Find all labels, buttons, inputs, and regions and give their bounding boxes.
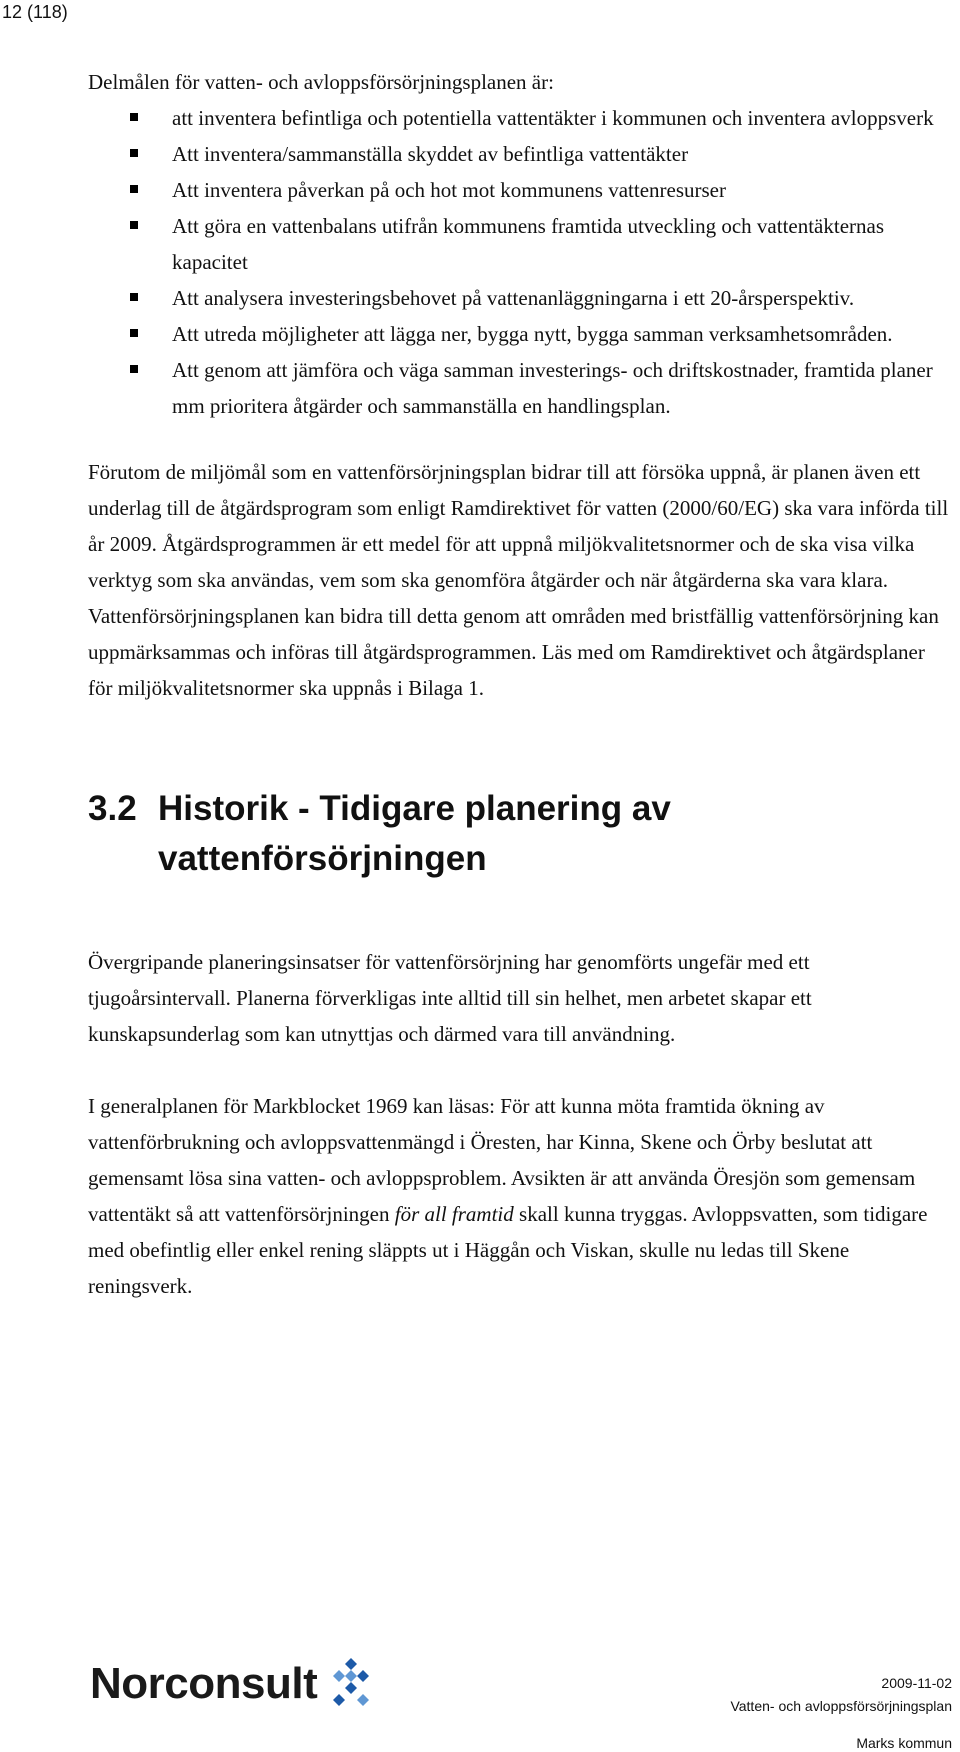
section-heading bbox=[88, 784, 950, 884]
norconsult-logo bbox=[90, 1658, 377, 1710]
footer-document-title: Vatten- och avloppsförsörjningsplan bbox=[730, 1698, 952, 1714]
page-footer bbox=[0, 1650, 960, 1752]
footer-client: Marks kommun bbox=[856, 1735, 952, 1751]
list-item: att inventera befintliga och potentiella vattentäkter i kommunen och inventera avloppsverk bbox=[88, 100, 950, 136]
footer-date: 2009-11-02 bbox=[881, 1675, 952, 1691]
list-item: Att göra en vattenbalans utifrån kommunens framtida utveckling och vattentäkternas kapacitet bbox=[88, 208, 950, 280]
logo-wordmark: Norconsult bbox=[90, 1659, 318, 1708]
list-item: Att utreda möjligheter att lägga ner, bygga nytt, bygga samman verksamhetsområden. bbox=[88, 316, 950, 352]
list-item: Att analysera investeringsbehovet på vattenanläggningarna i ett 20-årsperspektiv. bbox=[88, 280, 950, 316]
goals-list bbox=[88, 100, 950, 424]
page-number: 12 (118) bbox=[2, 2, 68, 22]
list-item: Att inventera/sammanställa skyddet av befintliga vattentäkter bbox=[88, 136, 950, 172]
list-item: Att inventera påverkan på och hot mot kommunens vattenresurser bbox=[88, 172, 950, 208]
bullet-icon bbox=[130, 113, 138, 121]
bullet-icon bbox=[130, 329, 138, 337]
paragraph-environmental-goals: Förutom de miljömål som en vattenförsörjningsplan bidrar till att försöka uppnå, är planen även ett underlag till de åtgärdsprogram som enligt Ramdirektivet för vatten (2000/60/EG) ska vara införda till år 2009. Åtgärdsprogrammen är ett medel för att uppnå miljökvalitetsnormer och de ska visa vilka verktyg som ska användas, vem som ska genomföra åtgärder och när åtgärderna ska vara klara. Vattenförsörjningsplanen kan bidra till detta genom att områden med bristfällig vattenförsörjning kan uppmärksammas och införas till åtgärdsprogrammen. Läs med om Ramdirektivet och åtgärdsplaner för miljökvalitetsnormer ska uppnås i Bilaga 1. bbox=[88, 460, 949, 700]
bullet-icon bbox=[130, 293, 138, 301]
paragraph-planning-overview: Övergripande planeringsinsatser för vattenförsörjning har genomförts ungefär med ett tjugoårsintervall. Planerna förverkligas inte alltid till sin helhet, men arbetet skapar ett kunskapsunderlag som kan utnyttjas och därmed vara till användning. bbox=[88, 950, 812, 1046]
list-item: Att genom att jämföra och väga samman investerings- och driftskostnader, framtida planer mm prioritera åtgärder och sammanställa en handlingsplan. bbox=[88, 352, 950, 424]
section-title: Historik - Tidigare planering av vattenförsörjningen bbox=[158, 789, 671, 878]
bullet-icon bbox=[130, 149, 138, 157]
italic-emphasis: för all framtid bbox=[394, 1202, 514, 1226]
bullet-icon bbox=[130, 365, 138, 373]
diamond-logo-icon bbox=[325, 1658, 377, 1710]
section-number: 3.2 bbox=[88, 789, 137, 828]
bullet-icon bbox=[130, 221, 138, 229]
bullet-icon bbox=[130, 185, 138, 193]
goals-intro: Delmålen för vatten- och avloppsförsörjningsplanen är: bbox=[88, 70, 554, 94]
paragraph-general-plan-1969: I generalplanen för Markblocket 1969 kan läsas: För att kunna möta framtida ökning av vattenförbrukning och avloppsvattenmängd i Öresten, har Kinna, Skene och Örby beslutat att gemensamt lösa sina vatten- och avloppsproblem. Avsikten är att använda Öresjön som gemensam vattentäkt så att vattenförsörjningen för all framtid skall kunna tryggas. Avloppsvatten, som tidigare med obefintlig eller enkel rening släppts ut i Häggån och Viskan, skulle nu ledas till Skene reningsverk. bbox=[88, 1094, 928, 1298]
document-body bbox=[88, 64, 950, 1304]
